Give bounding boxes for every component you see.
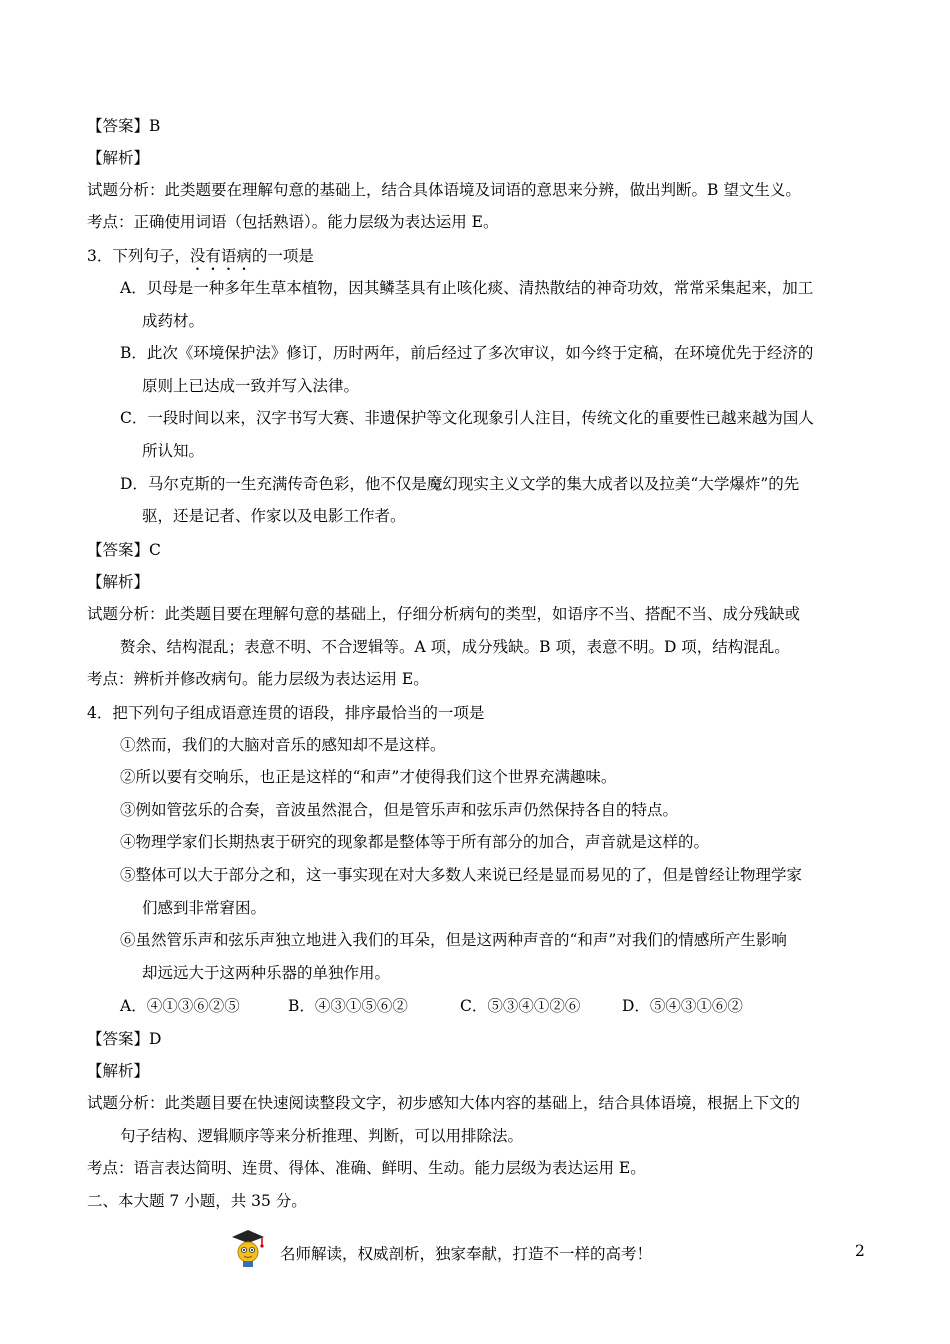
q4-analysis-line2: 句子结构、逻辑顺序等来分析推理、判断，可以用排除法。: [120, 1127, 524, 1145]
q4-analysis-label: 【解析】: [87, 1062, 150, 1080]
q3-analysis-line1: 试题分析：此类题目要在理解句意的基础上，仔细分析病句的类型，如语序不当、搭配不当、成分残缺或: [87, 605, 801, 623]
q4-choice-c: C．⑤③④①②⑥: [460, 997, 581, 1015]
q4-analysis-line1: 试题分析：此类题目要在快速阅读整段文字，初步感知大体内容的基础上，结合具体语境，根据上下文的: [87, 1094, 801, 1112]
q3-option-c-line2: 所认知。: [142, 442, 205, 460]
q3-answer: 【答案】C: [87, 541, 161, 559]
q3-option-c-line1: C．一段时间以来，汉字书写大赛、非遗保护等文化现象引人注目，传统文化的重要性已越来越为国人: [120, 409, 814, 427]
q4-sentence-6-line1: ⑥虽然管乐声和弦乐声独立地进入我们的耳朵，但是这两种声音的“和声”对我们的情感所产生影响: [120, 931, 787, 949]
q2-point: 考点：正确使用词语（包括熟语）。能力层级为表达运用 E。: [87, 213, 499, 231]
q4-sentence-3: ③例如管弦乐的合奏，音波虽然混合，但是管乐声和弦乐声仍然保持各自的特点。: [120, 801, 679, 819]
q4-sentence-1: ①然而，我们的大脑对音乐的感知却不是这样。: [120, 736, 446, 754]
q3-option-a-line2: 成药材。: [142, 312, 205, 330]
q3-stem: [87, 246, 314, 274]
q3-stem-suffix: 的一项是: [251, 247, 314, 265]
q3-option-b-line2: 原则上已达成一致并写入法律。: [142, 377, 360, 395]
q3-option-a-line1: A．贝母是一种多年生草本植物，因其鳞茎具有止咳化痰、清热散结的神奇功效，常常采集起来，加工: [120, 279, 814, 297]
q4-point: 考点：语言表达简明、连贯、得体、准确、鲜明、生动。能力层级为表达运用 E。: [87, 1159, 646, 1177]
q3-point: 考点：辨析并修改病句。能力层级为表达运用 E。: [87, 670, 429, 688]
q3-analysis-line2: 赘余、结构混乱；表意不明、不合逻辑等。A 项，成分残缺。B 项，表意不明。D 项，结构混乱。: [120, 638, 790, 656]
q3-stem-prefix: 3．下列句子，: [87, 247, 190, 265]
q2-analysis: 试题分析：此类题要在理解句意的基础上，结合具体语境及词语的意思来分辨，做出判断。B 望文生义。: [87, 181, 801, 199]
q4-sentence-4: ④物理学家们长期热衷于研究的现象都是整体等于所有部分的加合，声音就是这样的。: [120, 833, 710, 851]
q2-answer: 【答案】B: [87, 117, 161, 135]
q4-choice-d: D．⑤④③①⑥②: [622, 997, 743, 1015]
q3-option-d-line2: 驱，还是记者、作家以及电影工作者。: [142, 507, 406, 525]
q3-option-d-line1: D．马尔克斯的一生充满传奇色彩，他不仅是魔幻现实主义文学的集大成者以及拉美“大学爆炸”的先: [120, 475, 800, 493]
page-number: 2: [855, 1242, 865, 1260]
q3-analysis-label: 【解析】: [87, 573, 150, 591]
q4-choice-a: A．④①③⑥②⑤: [120, 997, 240, 1015]
q4-sentence-5-line2: 们感到非常窘困。: [142, 899, 267, 917]
q3-option-b-line1: B．此次《环境保护法》修订，历时两年，前后经过了多次审议，如今终于定稿，在环境优先于经济的: [120, 344, 814, 362]
q4-sentence-2: ②所以要有交响乐，也正是这样的“和声”才使得我们这个世界充满趣味。: [120, 768, 617, 786]
footer-slogan: 名师解读，权威剖析，独家奉献，打造不一样的高考！: [280, 1245, 653, 1263]
q4-answer: 【答案】D: [87, 1030, 162, 1048]
q2-analysis-label: 【解析】: [87, 149, 150, 167]
q4-choices: [120, 996, 743, 1016]
q4-sentence-5-line1: ⑤整体可以大于部分之和，这一事实现在对大多数人来说已经是显而易见的了，但是曾经让物理学家: [120, 866, 803, 884]
q4-sentence-6-line2: 却远远大于这两种乐器的单独作用。: [142, 964, 391, 982]
q4-choice-b: B．④③①⑤⑥②: [288, 997, 408, 1015]
q3-stem-emphasis: 没有语病: [189, 247, 252, 265]
page-footer: [0, 1222, 950, 1272]
q4-stem: 4．把下列句子组成语意连贯的语段，排序最恰当的一项是: [87, 704, 485, 722]
teacher-mascot-icon: [229, 1228, 267, 1268]
section-2-heading: 二、本大题 7 小题，共 35 分。: [87, 1192, 307, 1210]
